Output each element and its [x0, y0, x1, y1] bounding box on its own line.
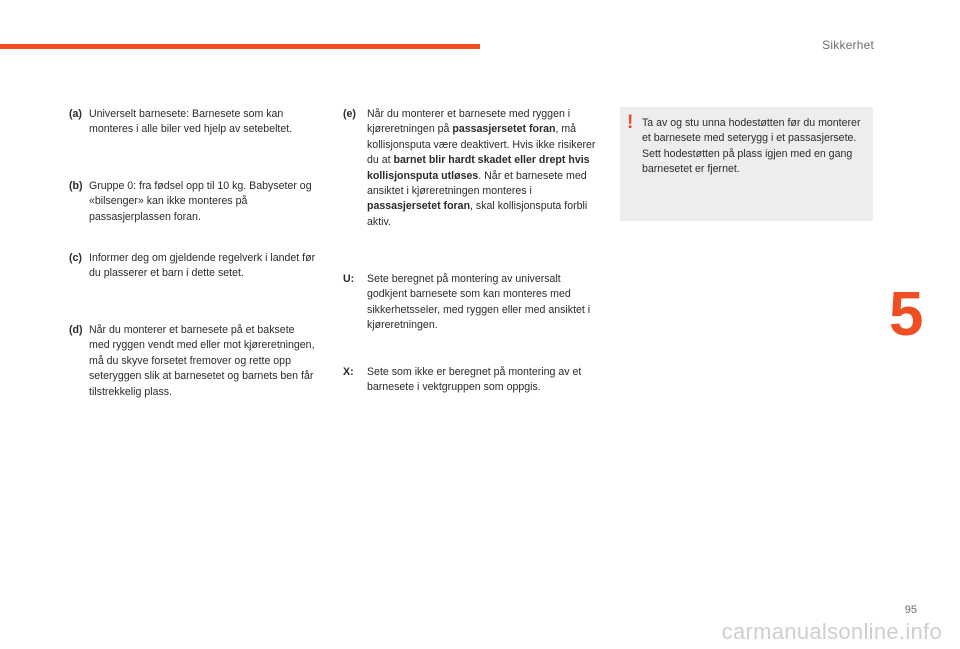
footnote-key: (a) [69, 108, 82, 120]
footnote-a [69, 107, 317, 138]
page-number: 95 [904, 604, 917, 616]
footnote-text: Informer deg om gjeldende regelverk i landet før du plasserer et barn i dette setet. [89, 252, 316, 280]
legend-text: Sete beregnet på montering av universalt godkjent barnesete som kan monteres med sikkerhetsseler, med ryggen eller med ansiktet i kjøreretningen. [367, 273, 591, 332]
legend-u [343, 272, 598, 334]
footnote-key: (c) [69, 252, 82, 264]
emphasis-front-seat: passasjersetet foran [452, 123, 556, 136]
footnote-key: (e) [343, 108, 356, 120]
footnote-key: (b) [69, 180, 83, 192]
chapter-number: 5 [889, 280, 924, 349]
legend-x [343, 365, 598, 396]
emphasis-front-seat: passasjersetet foran [367, 200, 471, 213]
header-accent-bar [0, 44, 480, 49]
watermark: carmanualsonline.info [721, 619, 942, 644]
emphasis-warning: barnet blir hardt skadet eller drept hvis kollisjonsputa utløses [367, 154, 590, 182]
legend-key: U: [343, 273, 355, 285]
section-title: Sikkerhet [822, 38, 874, 52]
footnote-text: Når du monterer et barnesete med ryggen i kjøreretningen på passasjersetet foran, må kollisjonsputa være deaktivert. Hvis ikke risikerer du at barnet blir hardt skadet eller drept hvis kollisjonsputa utløses. Når et barnesete med ansiktet i kjøreretningen monteres i passasjersetet foran, skal kollisjonsputa forbli aktiv. [367, 108, 596, 228]
legend-text: Sete som ikke er beregnet på montering av et barnesete i vektgruppen som oppgis. [367, 366, 582, 394]
footnote-text: Universelt barnesete: Barnesete som kan monteres i alle biler ved hjelp av setebeltet. [89, 108, 293, 136]
warning-text: Ta av og stu unna hodestøtten før du monterer et barnesete med seterygg i et passasjersete. Sett hodestøtten på plass igjen med en gang barnesetet er fjernet. [642, 117, 861, 176]
legend-key: X: [343, 366, 354, 378]
footnote-e [343, 107, 598, 230]
warning-icon: ! [627, 112, 634, 133]
footnote-text: Gruppe 0: fra fødsel opp til 10 kg. Babyseter og «bilsenger» kan ikke monteres på passasjerplassen foran. [89, 180, 312, 223]
footnote-key: (d) [69, 324, 83, 336]
footnote-text: Når du monterer et barnesete på et baksete med ryggen vendt med eller mot kjøreretningen, må du skyve forsetet fremover og rette opp seteryggen slik at barnesetet og barnets ben får tilstrekkelig plass. [89, 324, 315, 398]
footnote-d [69, 323, 317, 400]
footnote-b [69, 179, 317, 225]
footnote-c [69, 251, 317, 282]
